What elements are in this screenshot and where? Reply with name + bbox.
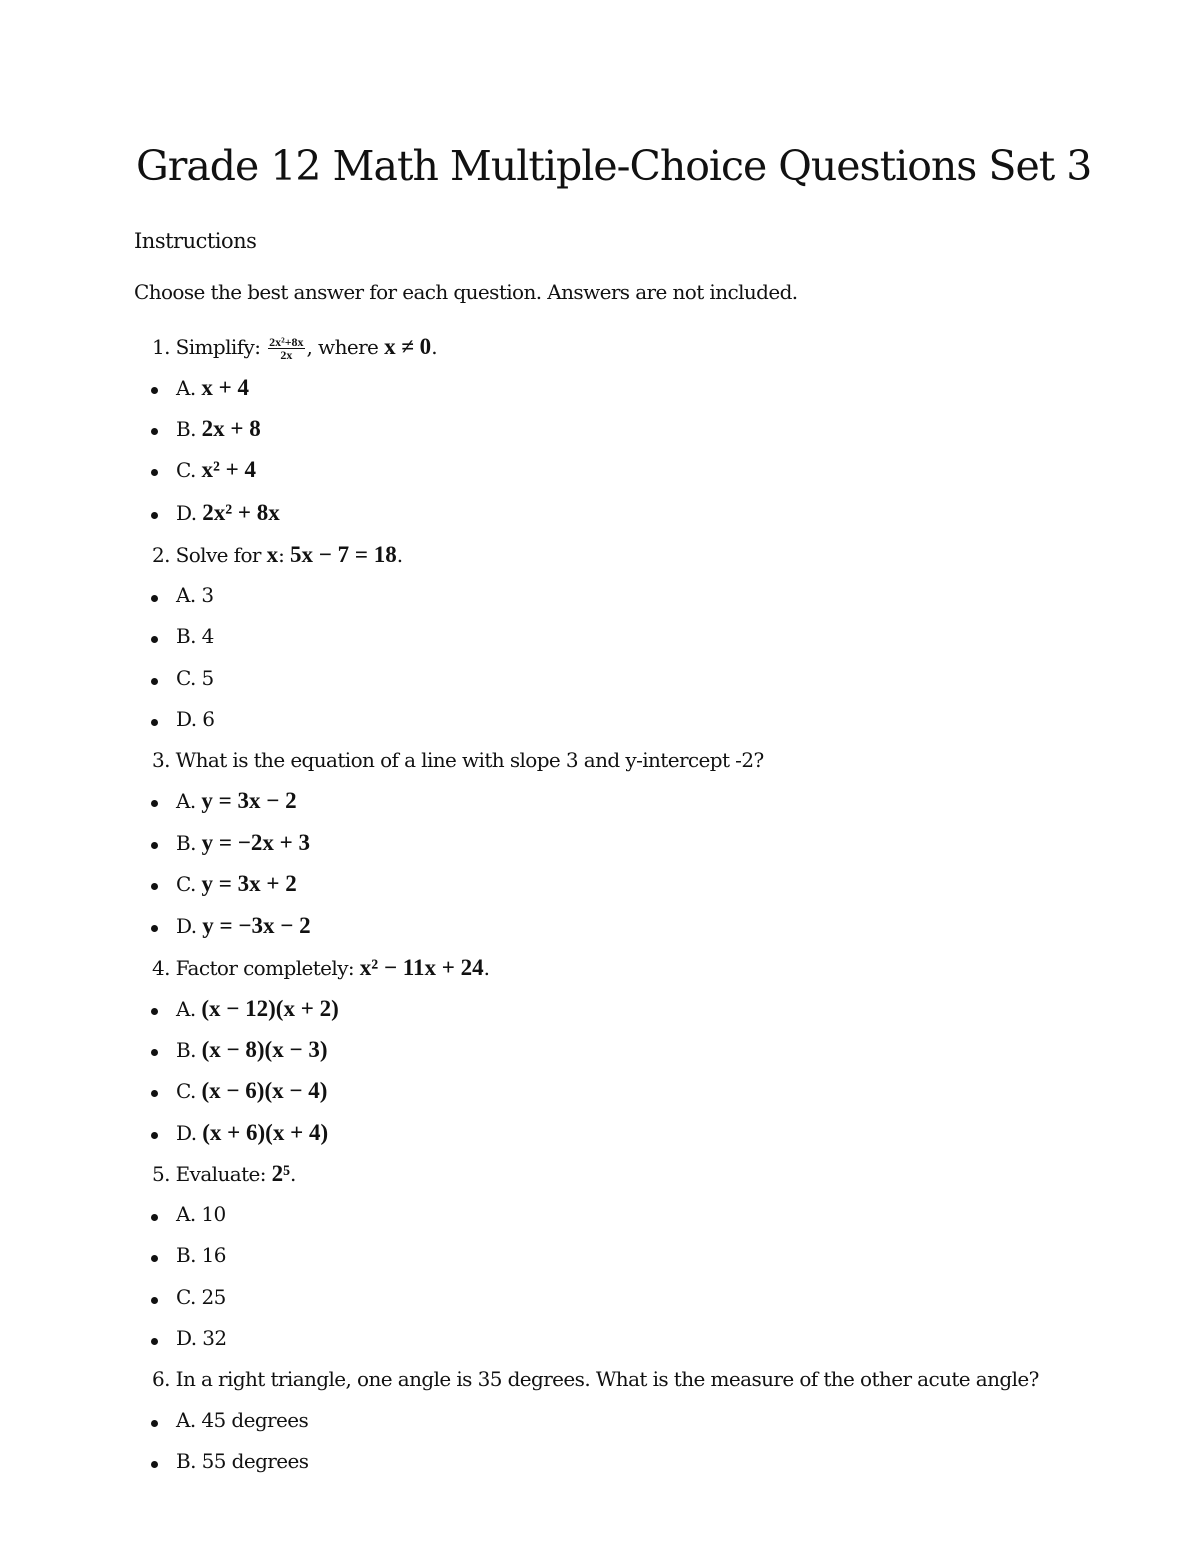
bullet-icon (151, 678, 158, 685)
option-text: 4 (201, 624, 214, 648)
option-4a (176, 996, 339, 1022)
option-1a (176, 375, 249, 401)
question-1-label: 1. Simplify: (152, 335, 261, 359)
option-2c (176, 666, 214, 690)
bullet-icon (151, 1338, 158, 1345)
option-letter: D. (176, 914, 197, 938)
option-letter: A. (176, 583, 196, 607)
option-text: 45 degrees (201, 1408, 309, 1432)
bullet-icon (151, 1049, 158, 1056)
option-4d (176, 1120, 328, 1146)
bullet-icon (151, 1090, 158, 1097)
option-letter: B. (176, 831, 196, 855)
question-2-end: . (396, 543, 403, 567)
bullet-icon (151, 925, 158, 932)
option-letter: D. (176, 501, 197, 525)
option-letter: C. (176, 872, 196, 896)
instructions-heading: Instructions (134, 229, 257, 253)
bullet-icon (151, 800, 158, 807)
option-text: 16 (201, 1243, 226, 1267)
option-letter: B. (176, 1038, 196, 1062)
question-3 (152, 748, 764, 772)
question-4-end: . (483, 956, 490, 980)
option-2a (176, 583, 214, 607)
question-2-variable: x (266, 542, 279, 567)
option-4c (176, 1078, 327, 1104)
option-text: 10 (201, 1202, 226, 1226)
option-5c (176, 1285, 226, 1309)
question-2-colon: : (278, 543, 285, 567)
option-5b (176, 1243, 226, 1267)
fraction-denominator: 2x (280, 348, 293, 362)
option-text: 55 degrees (201, 1449, 309, 1473)
option-math: x + 4 (201, 375, 249, 400)
option-6a (176, 1408, 308, 1432)
option-text: 3 (201, 583, 214, 607)
bullet-icon (151, 842, 158, 849)
option-3c (176, 871, 297, 897)
question-2 (152, 542, 403, 568)
bullet-icon (151, 387, 158, 394)
question-1-condition: x ≠ 0 (384, 334, 432, 359)
option-letter: C. (176, 458, 196, 482)
instructions-text: Choose the best answer for each question. Answers are not included. (134, 280, 798, 304)
bullet-icon (151, 1132, 158, 1139)
page-title: Grade 12 Math Multiple-Choice Questions Set 3 (136, 142, 1092, 190)
question-6-label: 6. In a right triangle, one angle is 35 degrees. What is the measure of the other acute angle? (152, 1367, 1039, 1391)
bullet-icon (151, 883, 158, 890)
option-math: (x − 8)(x − 3) (201, 1037, 328, 1062)
option-math: x² + 4 (201, 457, 257, 482)
bullet-icon (151, 428, 158, 435)
option-math: 2x + 8 (201, 416, 261, 441)
bullet-icon (151, 1214, 158, 1221)
question-4-expression: x² − 11x + 24 (359, 955, 484, 980)
question-5-end: . (290, 1162, 296, 1186)
bullet-icon (151, 469, 158, 476)
option-5a (176, 1202, 226, 1226)
option-math: 2x² + 8x (202, 500, 280, 525)
bullet-icon (151, 1297, 158, 1304)
option-text: 6 (202, 707, 215, 731)
option-text: 32 (202, 1326, 227, 1350)
option-math: (x − 6)(x − 4) (201, 1078, 328, 1103)
question-2-label: 2. Solve for (152, 543, 261, 567)
bullet-icon (151, 1461, 158, 1468)
option-math: (x − 12)(x + 2) (201, 996, 339, 1021)
option-letter: D. (176, 1121, 197, 1145)
option-2d (176, 707, 214, 731)
question-1-suffix: , where (306, 335, 379, 359)
question-5-expression: 2⁵ (271, 1161, 291, 1186)
question-1-fraction (268, 336, 304, 361)
option-6b (176, 1449, 308, 1473)
option-letter: B. (176, 624, 196, 648)
option-5d (176, 1326, 227, 1350)
option-math: (x + 6)(x + 4) (202, 1120, 329, 1145)
option-3a (176, 788, 297, 814)
option-letter: C. (176, 666, 196, 690)
option-2b (176, 624, 214, 648)
question-5 (152, 1161, 296, 1187)
option-1b (176, 416, 261, 442)
question-5-label: 5. Evaluate: (152, 1162, 266, 1186)
option-math: y = 3x − 2 (201, 788, 297, 813)
option-letter: B. (176, 1449, 196, 1473)
bullet-icon (151, 1255, 158, 1262)
option-letter: C. (176, 1285, 196, 1309)
question-4 (152, 955, 489, 981)
bullet-icon (151, 719, 158, 726)
option-letter: A. (176, 1202, 196, 1226)
option-text: 25 (201, 1285, 226, 1309)
bullet-icon (151, 512, 158, 519)
option-letter: A. (176, 1408, 196, 1432)
option-letter: C. (176, 1079, 196, 1103)
option-letter: D. (176, 707, 197, 731)
option-math: y = 3x + 2 (201, 871, 297, 896)
bullet-icon (151, 1008, 158, 1015)
option-1d (176, 500, 280, 526)
option-letter: B. (176, 417, 196, 441)
question-1-end: . (431, 335, 437, 359)
option-letter: A. (176, 376, 196, 400)
option-letter: D. (176, 1326, 197, 1350)
option-letter: A. (176, 789, 196, 813)
question-4-label: 4. Factor completely: (152, 956, 355, 980)
option-1c (176, 457, 256, 483)
option-math: y = −3x − 2 (202, 913, 311, 938)
fraction-numerator: 2x²+8x (269, 335, 304, 349)
option-3b (176, 830, 310, 856)
option-text: 5 (201, 666, 214, 690)
bullet-icon (151, 1420, 158, 1427)
question-1 (152, 334, 437, 361)
option-4b (176, 1037, 327, 1063)
bullet-icon (151, 636, 158, 643)
question-3-label: 3. What is the equation of a line with slope 3 and y-intercept -2? (152, 748, 764, 772)
option-3d (176, 913, 311, 939)
option-letter: B. (176, 1243, 196, 1267)
question-2-equation: 5x − 7 = 18 (290, 542, 397, 567)
option-math: y = −2x + 3 (201, 830, 310, 855)
question-6 (152, 1367, 1039, 1391)
option-letter: A. (176, 997, 196, 1021)
bullet-icon (151, 595, 158, 602)
